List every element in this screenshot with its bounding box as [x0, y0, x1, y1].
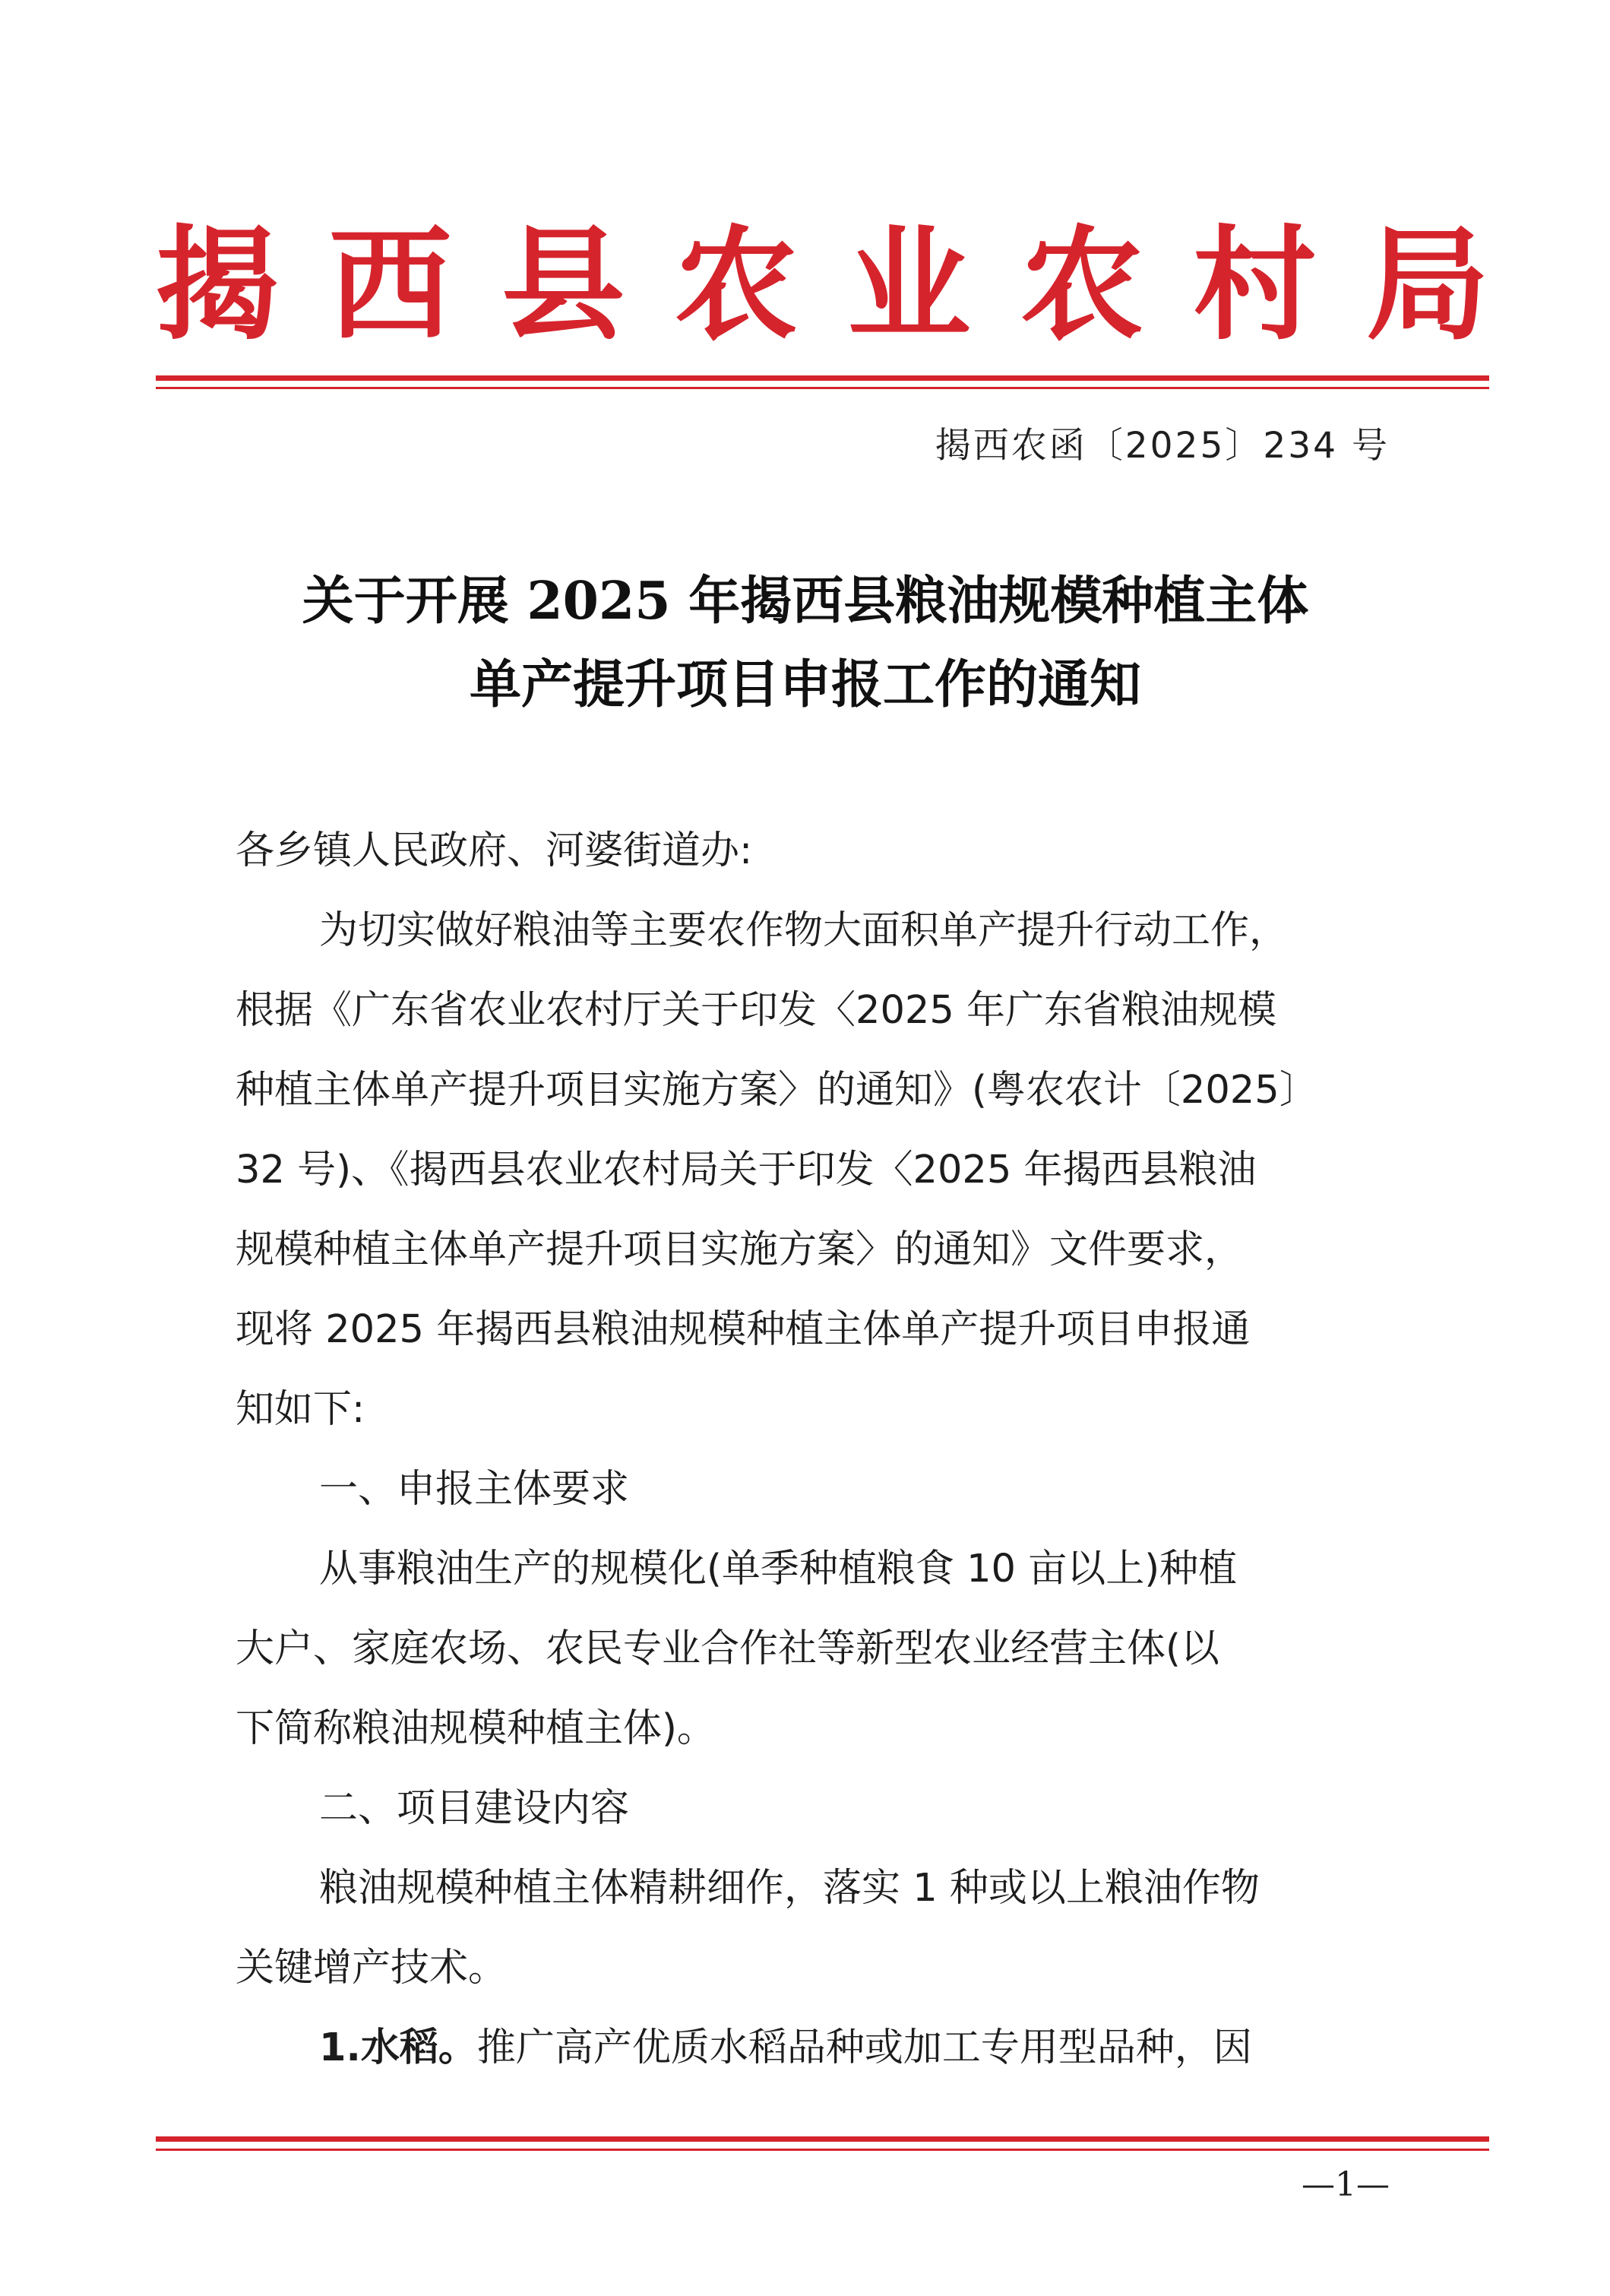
paragraph-line: 为切实做好粮油等主要农作物大面积单产提升行动工作， — [319, 908, 1289, 953]
paragraph-line: 种植主体单产提升项目实施方案〉的通知》(粤农农计〔2025〕 — [236, 1068, 1318, 1113]
page-number: —1— — [1302, 2165, 1390, 2204]
org-char: 揭 — [156, 213, 279, 357]
paragraph-line: 根据《广东省农业农村厅关于印发〈2025 年广东省粮油规模 — [236, 988, 1277, 1033]
list-item-text: 推广高产优质水稻品种或加工专用型品种，因 — [476, 2025, 1252, 2070]
org-char: 县 — [501, 213, 625, 357]
salutation: 各乡镇人民政府、河婆街道办: — [236, 828, 753, 873]
paragraph-line: 下简称粮油规模种植主体)。 — [236, 1706, 716, 1751]
paragraph-line: 知如下: — [236, 1387, 365, 1432]
document-title-line-1: 关于开展 2025 年揭西县粮油规模种植主体 — [302, 571, 1309, 632]
org-char: 业 — [847, 213, 971, 357]
paragraph-line: 粮油规模种植主体精耕细作，落实 1 种或以上粮油作物 — [319, 1866, 1260, 1911]
issuing-org-header — [156, 213, 1489, 357]
org-char: 西 — [328, 213, 452, 357]
document-number: 揭西农函〔2025〕234 号 — [935, 425, 1390, 467]
org-char: 村 — [1193, 213, 1317, 357]
section-heading: 一、申报主体要求 — [319, 1467, 630, 1512]
section-heading: 二、项目建设内容 — [319, 1786, 630, 1831]
list-item — [319, 2014, 1252, 2082]
paragraph-line: 规模种植主体单产提升项目实施方案〉的通知》文件要求， — [236, 1227, 1244, 1272]
header-divider-thick — [156, 375, 1489, 381]
footer-divider-thin — [156, 2149, 1489, 2151]
header-divider-thin — [156, 387, 1489, 389]
paragraph-line: 关键增产技术。 — [236, 1946, 508, 1990]
paragraph-line: 从事粮油生产的规模化(单季种植粮食 10 亩以上)种植 — [319, 1547, 1238, 1591]
paragraph-line: 现将 2025 年揭西县粮油规模种植主体单产提升项目申报通 — [236, 1307, 1251, 1352]
org-char: 局 — [1365, 213, 1489, 357]
list-item-label: 1.水稻。 — [319, 2025, 477, 2070]
paragraph-line: 大户、家庭农场、农民专业合作社等新型农业经营主体(以 — [236, 1626, 1219, 1671]
paragraph-line: 32 号)、《揭西县农业农村局关于印发〈2025 年揭西县粮油 — [236, 1148, 1257, 1192]
footer-divider-thick — [156, 2136, 1489, 2142]
document-title-line-2: 单产提升项目申报工作的通知 — [469, 654, 1141, 715]
org-char: 农 — [674, 213, 798, 357]
org-char: 农 — [1020, 213, 1143, 357]
